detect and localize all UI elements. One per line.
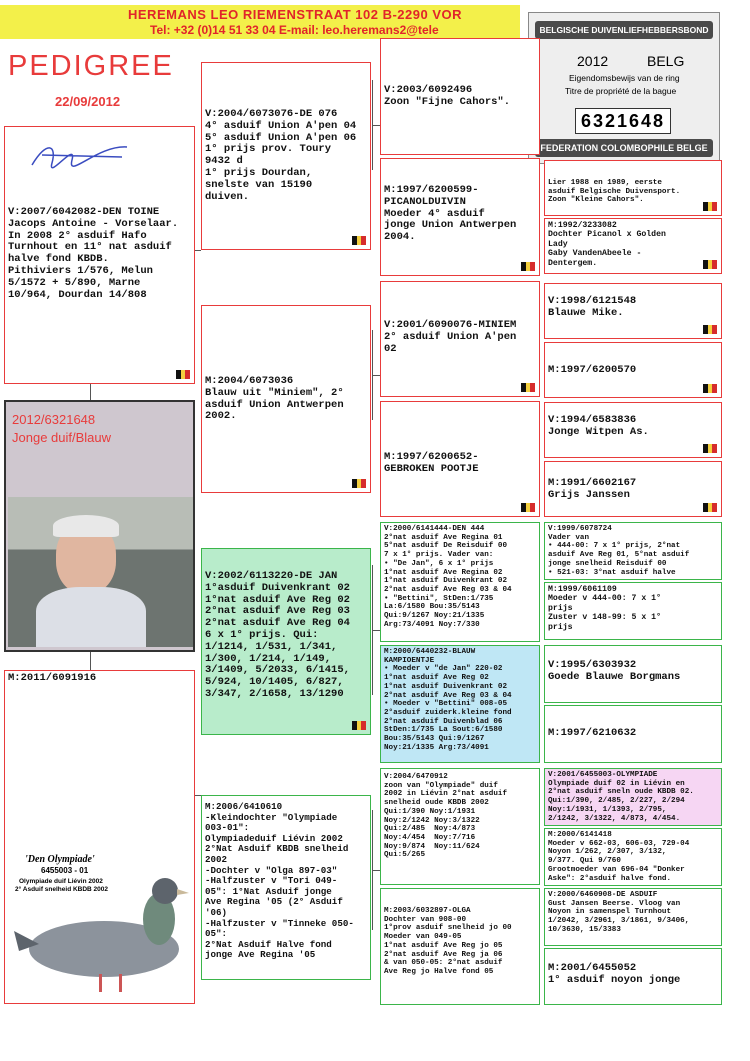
- ggp-vvv-text: V:2003/6092496 Zoon "Fijne Cahors".: [384, 84, 511, 108]
- belgian-flag-icon: [521, 503, 535, 512]
- ggp-mmv-text: V:2004/6470912 zoon van "Olympiade" duif 2002 in Liévin 2°nat asduif snelheid oude KBDB 2002 Qui:1/390 Noy:1/1931 Noy:2/1242 Noy:3/1322 Qui:2/485 Noy:4/873 Noy:4/454 Noy:7/716 Noy:9/874 Noy:11/624 Qui:5/265: [384, 773, 508, 860]
- page-title: PEDIGREE: [8, 50, 174, 82]
- pigeon-icon: [9, 849, 194, 1004]
- belgian-flag-icon: [352, 479, 366, 488]
- belgian-flag-icon: [703, 260, 717, 269]
- g4-box: [544, 342, 722, 398]
- g3-text: V:1998/6121548 Blauwe Mike.: [548, 295, 637, 319]
- bird-name: 'Den Olympiade': [25, 854, 95, 865]
- belgian-flag-icon: [352, 236, 366, 245]
- g10-box: [544, 705, 722, 763]
- belgian-flag-icon: [176, 370, 190, 379]
- stamp-bottom-band: FEDERATION COLOMBOPHILE BELGE: [535, 139, 713, 157]
- stamp-ring-number: 6321648: [575, 108, 671, 134]
- belgian-flag-icon: [703, 202, 717, 211]
- belgian-flag-icon: [521, 383, 535, 392]
- stamp-year: 2012: [577, 53, 609, 69]
- belgian-flag-icon: [352, 721, 366, 730]
- bird-line1: Olympiade duif Liévin 2002: [19, 878, 103, 885]
- header-address: HEREMANS LEO RIEMENSTRAAT 102 B-2290 VOR: [128, 7, 462, 22]
- g6-box: [544, 461, 722, 517]
- g8-text: M:1999/6061109 Moeder v 444-00: 7 x 1° prijs Zuster v 148-99: 5 x 1° prijs: [548, 585, 662, 632]
- sire-box: [4, 126, 195, 384]
- dam-text: M:2011/6091916: [8, 672, 97, 684]
- ggp-vmm-text: M:1997/6200652- GEBROKEN POOTJE: [384, 451, 479, 475]
- dam-sire-box: [201, 548, 371, 735]
- belgian-flag-icon: [703, 325, 717, 334]
- dam-sire-text: V:2002/6113220-DE JAN 1°asduif Duivenkrant 02 1°nat asduif Ave Reg 02 2°nat asduif Ave Reg 03 2°nat asduif Ave Reg 04 6 x 1° prijs. Qui: 1/1214, 1/531, 1/341, 1/300, 1/214, 1/149, 3/1409, 5/2033, 6/1415, 5/924, 10/1405, 6/827, 3/347, 2/1658, 13/1290: [205, 570, 350, 700]
- ggp-mvv-box: [380, 522, 540, 642]
- belgian-flag-icon: [703, 384, 717, 393]
- dam-box: [4, 670, 195, 1004]
- g7-text: V:1999/6078724 Vader van • 444-00: 7 x 1° prijs, 2°nat asduif Ave Reg 01, 5°nat asduif jonge snelheid Reisduif 00 • 521-03: 3°nat asduif halve: [548, 525, 690, 577]
- g9-box: [544, 645, 722, 703]
- belgian-flag-icon: [703, 444, 717, 453]
- belgian-flag-icon: [703, 503, 717, 512]
- g6-text: M:1991/6602167 Grijs Janssen: [548, 477, 637, 501]
- g13-text: V:2000/6460908-DE ASDUIF Gust Jansen Beerse. Vloog van Noyon in samenspel Turnhout 1/2042, 3/2961, 3/1861, 9/3406, 10/3630, 15/3383: [548, 891, 690, 934]
- ggp-vmm-box: [380, 401, 540, 517]
- ring-certificate-stamp: [528, 12, 720, 164]
- sire-dam-box: [201, 305, 371, 493]
- g9-text: V:1995/6303932 Goede Blauwe Borgmans: [548, 659, 681, 683]
- stamp-top-band: BELGISCHE DUIVENLIEFHEBBERSBOND: [535, 21, 713, 39]
- g12-text: M:2000/6141418 Moeder v 662-03, 606-03, 729-04 Noyon 1/262, 2/307, 3/132, 9/377. Qui 9/760 Grootmoeder van 696-04 "Donker Aske": 2°asduif halve fond.: [548, 831, 690, 883]
- belgian-flag-icon: [521, 262, 535, 271]
- stamp-line1: Eigendomsbewijs van de ring: [569, 73, 680, 83]
- ggp-mvm-box: [380, 645, 540, 763]
- sire-sire-box: [201, 62, 371, 250]
- ggp-mmm-text: M:2003/6032897-OLGA Dochter van 908-00 1°prov asduif snelheid jo 00 Moeder van 049-05 1°nat asduif Ave Reg jo 05 2°nat asduif Ave Reg ja 06 & van 050-05: 2°nat asduif Ave Reg jo Halve fond 05: [384, 907, 512, 976]
- sire-text: V:2007/6042082-DEN TOINE Jacops Antoine - Vorselaar. In 2008 2° asduif Hafo Turnhout en 11° nat asduif halve fond KBDB. Pithiviers 1/576, Melun 5/1572 + 5/890, Marne 10/964, Dourdan 14/808: [8, 206, 179, 301]
- g14-text: M:2001/6455052 1° asduif noyon jonge: [548, 962, 681, 986]
- g11-box: [544, 768, 722, 826]
- g10-text: M:1997/6210632: [548, 727, 637, 739]
- g2-box: [544, 218, 722, 274]
- dam-dam-text: M:2006/6410610 -Kleindochter "Olympiade 003-01": Olympiadeduif Liévin 2002 2°Nat Asduif KBDB snelheid 2002 -Dochter v "Olga 897-03" -Halfzuster v "Tori 049- 05": 1°Nat Asduif jonge Ave Regina '05 (2° Asduif '06) -Halfzuster v "Tinneke 050- 05": 2°Nat Asduif Halve fond jonge Ave Regina '05: [205, 801, 354, 961]
- g2-text: M:1992/3233082 Dochter Picanol x Golden Lady Gaby VandenAbeele - Dentergem.: [548, 221, 666, 268]
- ggp-vmv-box: [380, 281, 540, 397]
- ggp-vmv-text: V:2001/6090076-MINIEM 2° asduif Union A'pen 02: [384, 319, 517, 355]
- dam-dam-box: [201, 795, 371, 980]
- g1-text: Lier 1988 en 1989, eerste asduif Belgische Duivensport. Zoon "Kleine Cahors".: [548, 179, 681, 205]
- header-contact: Tel: +32 (0)14 51 33 04 E-mail: leo.heremans2@tele: [150, 23, 439, 37]
- g5-box: [544, 402, 722, 458]
- stamp-country: BELG: [647, 53, 685, 69]
- subject-ring: 2012/6321648: [12, 412, 96, 427]
- g8-box: [544, 582, 722, 640]
- g11-text: V:2001/6455003-OLYMPIADE Olympiade duif 02 in Liévin en 2°nat asduif sneln oude KBDB 02. Qui:1/390, 2/485, 2/227, 2/294 Noy:1/1931, 1/1393, 2/795, 2/1242, 3/1322, 4/873, 4/454.: [548, 771, 694, 823]
- bird-line2: 2° Asduif snelheid KBDB 2002: [15, 886, 109, 893]
- bird-ring: 6455003 - 01: [41, 866, 89, 875]
- g5-text: V:1994/6583836 Jonge Witpen As.: [548, 414, 649, 438]
- g14-box: [544, 948, 722, 1005]
- g12-box: [544, 828, 722, 886]
- sire-dam-text: M:2004/6073036 Blauw uit "Miniem", 2° asduif Union Antwerpen 2002.: [205, 375, 344, 423]
- g1-box: [544, 160, 722, 216]
- pedigree-date: 22/09/2012: [55, 94, 121, 109]
- ggp-vvm-text: M:1997/6200599- PICANOLDUIVIN Moeder 4° asduif jonge Union Antwerpen 2004.: [384, 184, 517, 244]
- header-banner: [0, 5, 520, 39]
- g4-text: M:1997/6200570: [548, 364, 637, 376]
- ggp-mvm-text: M:2000/6440232-BLAUW KAMPIOENTJE • Moeder v "de Jan" 220-02 1°nat asduif Ave Reg 02 1°nat asduif Duivenkrant 02 2°nat asduif Ave Reg 03 & 04 • Moeder v "Bettini" 008-05 2°asduif zuiderk.kleine fond 2°nat asduif Duivenblad 06 StDen:1/735 La Sout:6/1580 Bou:35/5143 Qui:9/1267 Noy:21/1335 Arg:73/4091: [384, 648, 512, 752]
- ggp-mmm-box: [380, 888, 540, 1005]
- g7-box: [544, 522, 722, 580]
- subject-desc: Jonge duif/Blauw: [12, 430, 112, 445]
- g3-box: [544, 283, 722, 339]
- sire-sire-text: V:2004/6073076-DE 076 4° asduif Union A'pen 04 5° asduif Union A'pen 06 1° prijs prov. Toury 9432 d 1° prijs Dourdan, snelste van 15190 duiven.: [205, 108, 357, 203]
- ggp-mmv-box: [380, 768, 540, 885]
- signature: [27, 135, 137, 180]
- ggp-vvv-box: [380, 38, 540, 155]
- owner-photo: [8, 497, 193, 647]
- signature-icon: [27, 135, 137, 175]
- subject-photo-card: [4, 400, 195, 652]
- ggp-mvv-text: V:2000/6141444-DEN 444 2°nat asduif Ave Regina 01 5°nat asduif De Reisduif 00 7 x 1° prijs. Vader van: • "De Jan", 6 x 1° prijs 1°nat asduif Ave Regina 02 1°nat asduif Duivenkrant 02 2°nat asduif Ave Reg 03 & 04 • "Bettini", StDen:1/735 La:6/1580 Bou:35/5143 Qui:9/1267 Noy:21/1335 Arg:73/4091 Noy:7/330: [384, 525, 512, 629]
- ggp-vvm-box: [380, 158, 540, 276]
- g13-box: [544, 888, 722, 946]
- stamp-line2: Titre de propriété de la bague: [565, 86, 677, 96]
